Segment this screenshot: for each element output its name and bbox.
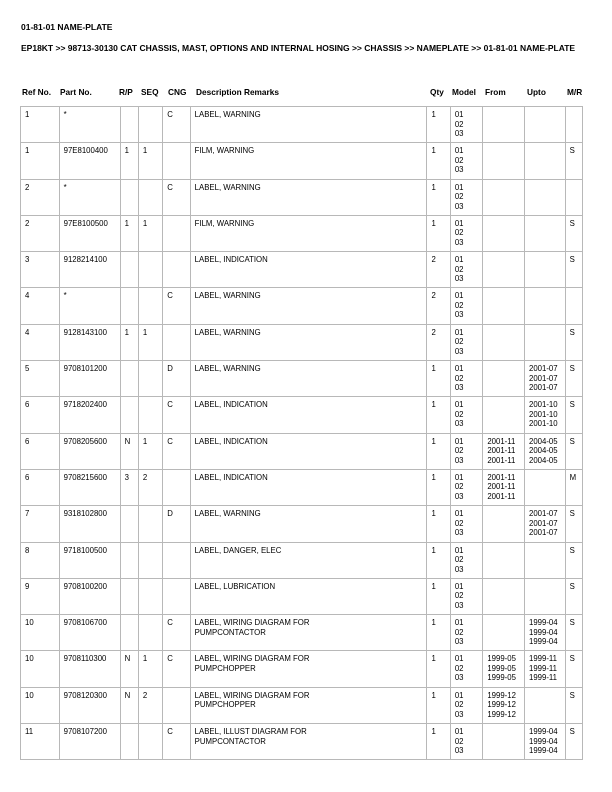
cng-cell bbox=[163, 324, 190, 360]
qty-cell: 1 bbox=[427, 724, 450, 760]
from-cell bbox=[483, 578, 525, 614]
mr-cell: S bbox=[565, 542, 582, 578]
header-from: From bbox=[485, 87, 506, 97]
seq-cell bbox=[138, 179, 162, 215]
mr-cell: S bbox=[565, 143, 582, 179]
seq-cell: 1 bbox=[138, 324, 162, 360]
from-cell bbox=[483, 252, 525, 288]
ref-no-cell: 2 bbox=[21, 179, 60, 215]
ref-no-cell: 4 bbox=[21, 324, 60, 360]
upto-cell: 2001-07 2001-07 2001-07 bbox=[524, 361, 565, 397]
header-qty: Qty bbox=[430, 87, 444, 97]
model-cell: 01 02 03 bbox=[450, 252, 483, 288]
qty-cell: 1 bbox=[427, 215, 450, 251]
upto-cell bbox=[524, 324, 565, 360]
table-row bbox=[21, 252, 583, 288]
model-cell: 01 02 03 bbox=[450, 215, 483, 251]
cng-cell: C bbox=[163, 433, 190, 469]
part-no-cell: 9708107200 bbox=[59, 724, 120, 760]
table-row bbox=[21, 433, 583, 469]
mr-cell: M bbox=[565, 469, 582, 505]
parts-table-body bbox=[21, 107, 583, 760]
table-header bbox=[0, 87, 612, 99]
cng-cell: C bbox=[163, 615, 190, 651]
rp-cell: 1 bbox=[120, 215, 138, 251]
cng-cell: C bbox=[163, 288, 190, 324]
model-cell: 01 02 03 bbox=[450, 324, 483, 360]
model-cell: 01 02 03 bbox=[450, 578, 483, 614]
qty-cell: 1 bbox=[427, 687, 450, 723]
qty-cell: 1 bbox=[427, 179, 450, 215]
ref-no-cell: 10 bbox=[21, 615, 60, 651]
mr-cell: S bbox=[565, 578, 582, 614]
table-row bbox=[21, 107, 583, 143]
seq-cell bbox=[138, 397, 162, 433]
model-cell: 01 02 03 bbox=[450, 361, 483, 397]
description-cell: LABEL, WIRING DIAGRAM FOR PUMPCONTACTOR bbox=[190, 615, 427, 651]
part-no-cell: * bbox=[59, 179, 120, 215]
part-no-cell: * bbox=[59, 107, 120, 143]
rp-cell bbox=[120, 724, 138, 760]
from-cell bbox=[483, 397, 525, 433]
description-cell: LABEL, INDICATION bbox=[190, 252, 427, 288]
seq-cell bbox=[138, 252, 162, 288]
description-cell: FILM, WARNING bbox=[190, 143, 427, 179]
rp-cell: N bbox=[120, 687, 138, 723]
model-cell: 01 02 03 bbox=[450, 724, 483, 760]
part-no-cell: 97E8100400 bbox=[59, 143, 120, 179]
table-row bbox=[21, 687, 583, 723]
seq-cell: 2 bbox=[138, 687, 162, 723]
mr-cell: S bbox=[565, 324, 582, 360]
upto-cell bbox=[524, 469, 565, 505]
from-cell bbox=[483, 361, 525, 397]
parts-table bbox=[20, 106, 583, 760]
cng-cell bbox=[163, 687, 190, 723]
from-cell bbox=[483, 107, 525, 143]
cng-cell bbox=[163, 215, 190, 251]
upto-cell bbox=[524, 107, 565, 143]
description-cell: LABEL, INDICATION bbox=[190, 397, 427, 433]
qty-cell: 2 bbox=[427, 288, 450, 324]
part-no-cell: 9708100200 bbox=[59, 578, 120, 614]
qty-cell: 1 bbox=[427, 433, 450, 469]
qty-cell: 1 bbox=[427, 397, 450, 433]
part-no-cell: 9318102800 bbox=[59, 506, 120, 542]
rp-cell bbox=[120, 578, 138, 614]
part-no-cell: * bbox=[59, 288, 120, 324]
cng-cell bbox=[163, 578, 190, 614]
ref-no-cell: 8 bbox=[21, 542, 60, 578]
qty-cell: 1 bbox=[427, 143, 450, 179]
description-cell: LABEL, WARNING bbox=[190, 361, 427, 397]
mr-cell: S bbox=[565, 651, 582, 687]
ref-no-cell: 10 bbox=[21, 651, 60, 687]
header-rp: R/P bbox=[119, 87, 133, 97]
cng-cell: C bbox=[163, 179, 190, 215]
description-cell: LABEL, INDICATION bbox=[190, 469, 427, 505]
header-part-no: Part No. bbox=[60, 87, 92, 97]
seq-cell bbox=[138, 542, 162, 578]
mr-cell: S bbox=[565, 433, 582, 469]
page-title: 01-81-01 NAME-PLATE bbox=[21, 22, 113, 32]
seq-cell bbox=[138, 724, 162, 760]
qty-cell: 1 bbox=[427, 361, 450, 397]
model-cell: 01 02 03 bbox=[450, 687, 483, 723]
cng-cell: C bbox=[163, 724, 190, 760]
model-cell: 01 02 03 bbox=[450, 615, 483, 651]
qty-cell: 1 bbox=[427, 107, 450, 143]
upto-cell bbox=[524, 143, 565, 179]
cng-cell bbox=[163, 469, 190, 505]
description-cell: LABEL, WARNING bbox=[190, 324, 427, 360]
rp-cell: 1 bbox=[120, 143, 138, 179]
description-cell: FILM, WARNING bbox=[190, 215, 427, 251]
cng-cell bbox=[163, 143, 190, 179]
rp-cell bbox=[120, 615, 138, 651]
from-cell bbox=[483, 288, 525, 324]
table-row bbox=[21, 615, 583, 651]
table-row bbox=[21, 361, 583, 397]
from-cell: 1999-12 1999-12 1999-12 bbox=[483, 687, 525, 723]
qty-cell: 1 bbox=[427, 506, 450, 542]
upto-cell: 2001-10 2001-10 2001-10 bbox=[524, 397, 565, 433]
model-cell: 01 02 03 bbox=[450, 179, 483, 215]
header-ref-no: Ref No. bbox=[22, 87, 52, 97]
table-row bbox=[21, 724, 583, 760]
model-cell: 01 02 03 bbox=[450, 433, 483, 469]
rp-cell bbox=[120, 361, 138, 397]
qty-cell: 1 bbox=[427, 542, 450, 578]
mr-cell bbox=[565, 107, 582, 143]
part-no-cell: 9718100500 bbox=[59, 542, 120, 578]
rp-cell: N bbox=[120, 433, 138, 469]
qty-cell: 1 bbox=[427, 651, 450, 687]
upto-cell: 2004-05 2004-05 2004-05 bbox=[524, 433, 565, 469]
model-cell: 01 02 03 bbox=[450, 143, 483, 179]
qty-cell: 1 bbox=[427, 578, 450, 614]
rp-cell bbox=[120, 252, 138, 288]
upto-cell bbox=[524, 215, 565, 251]
rp-cell bbox=[120, 542, 138, 578]
qty-cell: 2 bbox=[427, 324, 450, 360]
header-cng: CNG bbox=[168, 87, 187, 97]
ref-no-cell: 10 bbox=[21, 687, 60, 723]
part-no-cell: 9128143100 bbox=[59, 324, 120, 360]
upto-cell: 1999-04 1999-04 1999-04 bbox=[524, 615, 565, 651]
header-upto: Upto bbox=[527, 87, 546, 97]
part-no-cell: 9128214100 bbox=[59, 252, 120, 288]
header-seq: SEQ bbox=[141, 87, 159, 97]
upto-cell bbox=[524, 288, 565, 324]
rp-cell bbox=[120, 288, 138, 324]
upto-cell bbox=[524, 578, 565, 614]
table-row bbox=[21, 215, 583, 251]
ref-no-cell: 11 bbox=[21, 724, 60, 760]
table-row bbox=[21, 397, 583, 433]
upto-cell: 1999-04 1999-04 1999-04 bbox=[524, 724, 565, 760]
table-row bbox=[21, 542, 583, 578]
from-cell bbox=[483, 724, 525, 760]
mr-cell: S bbox=[565, 506, 582, 542]
mr-cell: S bbox=[565, 687, 582, 723]
seq-cell bbox=[138, 578, 162, 614]
part-no-cell: 97E8100500 bbox=[59, 215, 120, 251]
mr-cell: S bbox=[565, 615, 582, 651]
seq-cell: 1 bbox=[138, 215, 162, 251]
cng-cell: C bbox=[163, 107, 190, 143]
description-cell: LABEL, WIRING DIAGRAM FOR PUMPCHOPPER bbox=[190, 687, 427, 723]
rp-cell bbox=[120, 179, 138, 215]
qty-cell: 1 bbox=[427, 469, 450, 505]
part-no-cell: 9708215600 bbox=[59, 469, 120, 505]
seq-cell: 1 bbox=[138, 651, 162, 687]
cng-cell: C bbox=[163, 397, 190, 433]
upto-cell: 2001-07 2001-07 2001-07 bbox=[524, 506, 565, 542]
seq-cell bbox=[138, 615, 162, 651]
ref-no-cell: 2 bbox=[21, 215, 60, 251]
from-cell bbox=[483, 179, 525, 215]
model-cell: 01 02 03 bbox=[450, 506, 483, 542]
ref-no-cell: 4 bbox=[21, 288, 60, 324]
mr-cell: S bbox=[565, 724, 582, 760]
mr-cell: S bbox=[565, 397, 582, 433]
model-cell: 01 02 03 bbox=[450, 469, 483, 505]
cng-cell bbox=[163, 252, 190, 288]
seq-cell bbox=[138, 288, 162, 324]
from-cell bbox=[483, 143, 525, 179]
mr-cell bbox=[565, 288, 582, 324]
from-cell: 1999-05 1999-05 1999-05 bbox=[483, 651, 525, 687]
from-cell bbox=[483, 506, 525, 542]
rp-cell bbox=[120, 506, 138, 542]
table-row bbox=[21, 324, 583, 360]
seq-cell: 1 bbox=[138, 143, 162, 179]
mr-cell: S bbox=[565, 252, 582, 288]
model-cell: 01 02 03 bbox=[450, 107, 483, 143]
ref-no-cell: 3 bbox=[21, 252, 60, 288]
part-no-cell: 9708205600 bbox=[59, 433, 120, 469]
description-cell: LABEL, WARNING bbox=[190, 288, 427, 324]
seq-cell bbox=[138, 506, 162, 542]
header-description: Description Remarks bbox=[196, 87, 280, 97]
mr-cell: S bbox=[565, 361, 582, 397]
upto-cell bbox=[524, 179, 565, 215]
from-cell bbox=[483, 542, 525, 578]
description-cell: LABEL, WIRING DIAGRAM FOR PUMPCHOPPER bbox=[190, 651, 427, 687]
ref-no-cell: 1 bbox=[21, 143, 60, 179]
rp-cell: 3 bbox=[120, 469, 138, 505]
from-cell bbox=[483, 615, 525, 651]
part-no-cell: 9708106700 bbox=[59, 615, 120, 651]
seq-cell: 2 bbox=[138, 469, 162, 505]
seq-cell bbox=[138, 361, 162, 397]
rp-cell bbox=[120, 107, 138, 143]
mr-cell bbox=[565, 179, 582, 215]
seq-cell bbox=[138, 107, 162, 143]
rp-cell bbox=[120, 397, 138, 433]
model-cell: 01 02 03 bbox=[450, 651, 483, 687]
ref-no-cell: 6 bbox=[21, 397, 60, 433]
description-cell: LABEL, WARNING bbox=[190, 107, 427, 143]
qty-cell: 2 bbox=[427, 252, 450, 288]
table-row bbox=[21, 288, 583, 324]
model-cell: 01 02 03 bbox=[450, 397, 483, 433]
header-model: Model bbox=[452, 87, 476, 97]
mr-cell: S bbox=[565, 215, 582, 251]
description-cell: LABEL, DANGER, ELEC bbox=[190, 542, 427, 578]
model-cell: 01 02 03 bbox=[450, 542, 483, 578]
rp-cell: 1 bbox=[120, 324, 138, 360]
table-row bbox=[21, 469, 583, 505]
model-cell: 01 02 03 bbox=[450, 288, 483, 324]
from-cell bbox=[483, 324, 525, 360]
ref-no-cell: 7 bbox=[21, 506, 60, 542]
table-row bbox=[21, 506, 583, 542]
upto-cell bbox=[524, 542, 565, 578]
table-row bbox=[21, 651, 583, 687]
description-cell: LABEL, WARNING bbox=[190, 506, 427, 542]
seq-cell: 1 bbox=[138, 433, 162, 469]
upto-cell bbox=[524, 252, 565, 288]
ref-no-cell: 1 bbox=[21, 107, 60, 143]
part-no-cell: 9718202400 bbox=[59, 397, 120, 433]
breadcrumb: EP18KT >> 98713-30130 CAT CHASSIS, MAST, OPTIONS AND INTERNAL HOSING >> CHASSIS >> NAMEPLATE >> 01-81-01 NAME-PLATE bbox=[21, 43, 576, 53]
description-cell: LABEL, LUBRICATION bbox=[190, 578, 427, 614]
cng-cell: D bbox=[163, 506, 190, 542]
qty-cell: 1 bbox=[427, 615, 450, 651]
cng-cell: D bbox=[163, 361, 190, 397]
part-no-cell: 9708110300 bbox=[59, 651, 120, 687]
from-cell: 2001-11 2001-11 2001-11 bbox=[483, 469, 525, 505]
table-row bbox=[21, 578, 583, 614]
description-cell: LABEL, WARNING bbox=[190, 179, 427, 215]
upto-cell bbox=[524, 687, 565, 723]
rp-cell: N bbox=[120, 651, 138, 687]
cng-cell bbox=[163, 542, 190, 578]
header-mr: M/R bbox=[567, 87, 583, 97]
from-cell: 2001-11 2001-11 2001-11 bbox=[483, 433, 525, 469]
part-no-cell: 9708120300 bbox=[59, 687, 120, 723]
ref-no-cell: 6 bbox=[21, 433, 60, 469]
part-no-cell: 9708101200 bbox=[59, 361, 120, 397]
from-cell bbox=[483, 215, 525, 251]
description-cell: LABEL, INDICATION bbox=[190, 433, 427, 469]
description-cell: LABEL, ILLUST DIAGRAM FOR PUMPCONTACTOR bbox=[190, 724, 427, 760]
ref-no-cell: 5 bbox=[21, 361, 60, 397]
upto-cell: 1999-11 1999-11 1999-11 bbox=[524, 651, 565, 687]
table-row bbox=[21, 143, 583, 179]
ref-no-cell: 9 bbox=[21, 578, 60, 614]
ref-no-cell: 6 bbox=[21, 469, 60, 505]
table-row bbox=[21, 179, 583, 215]
cng-cell: C bbox=[163, 651, 190, 687]
